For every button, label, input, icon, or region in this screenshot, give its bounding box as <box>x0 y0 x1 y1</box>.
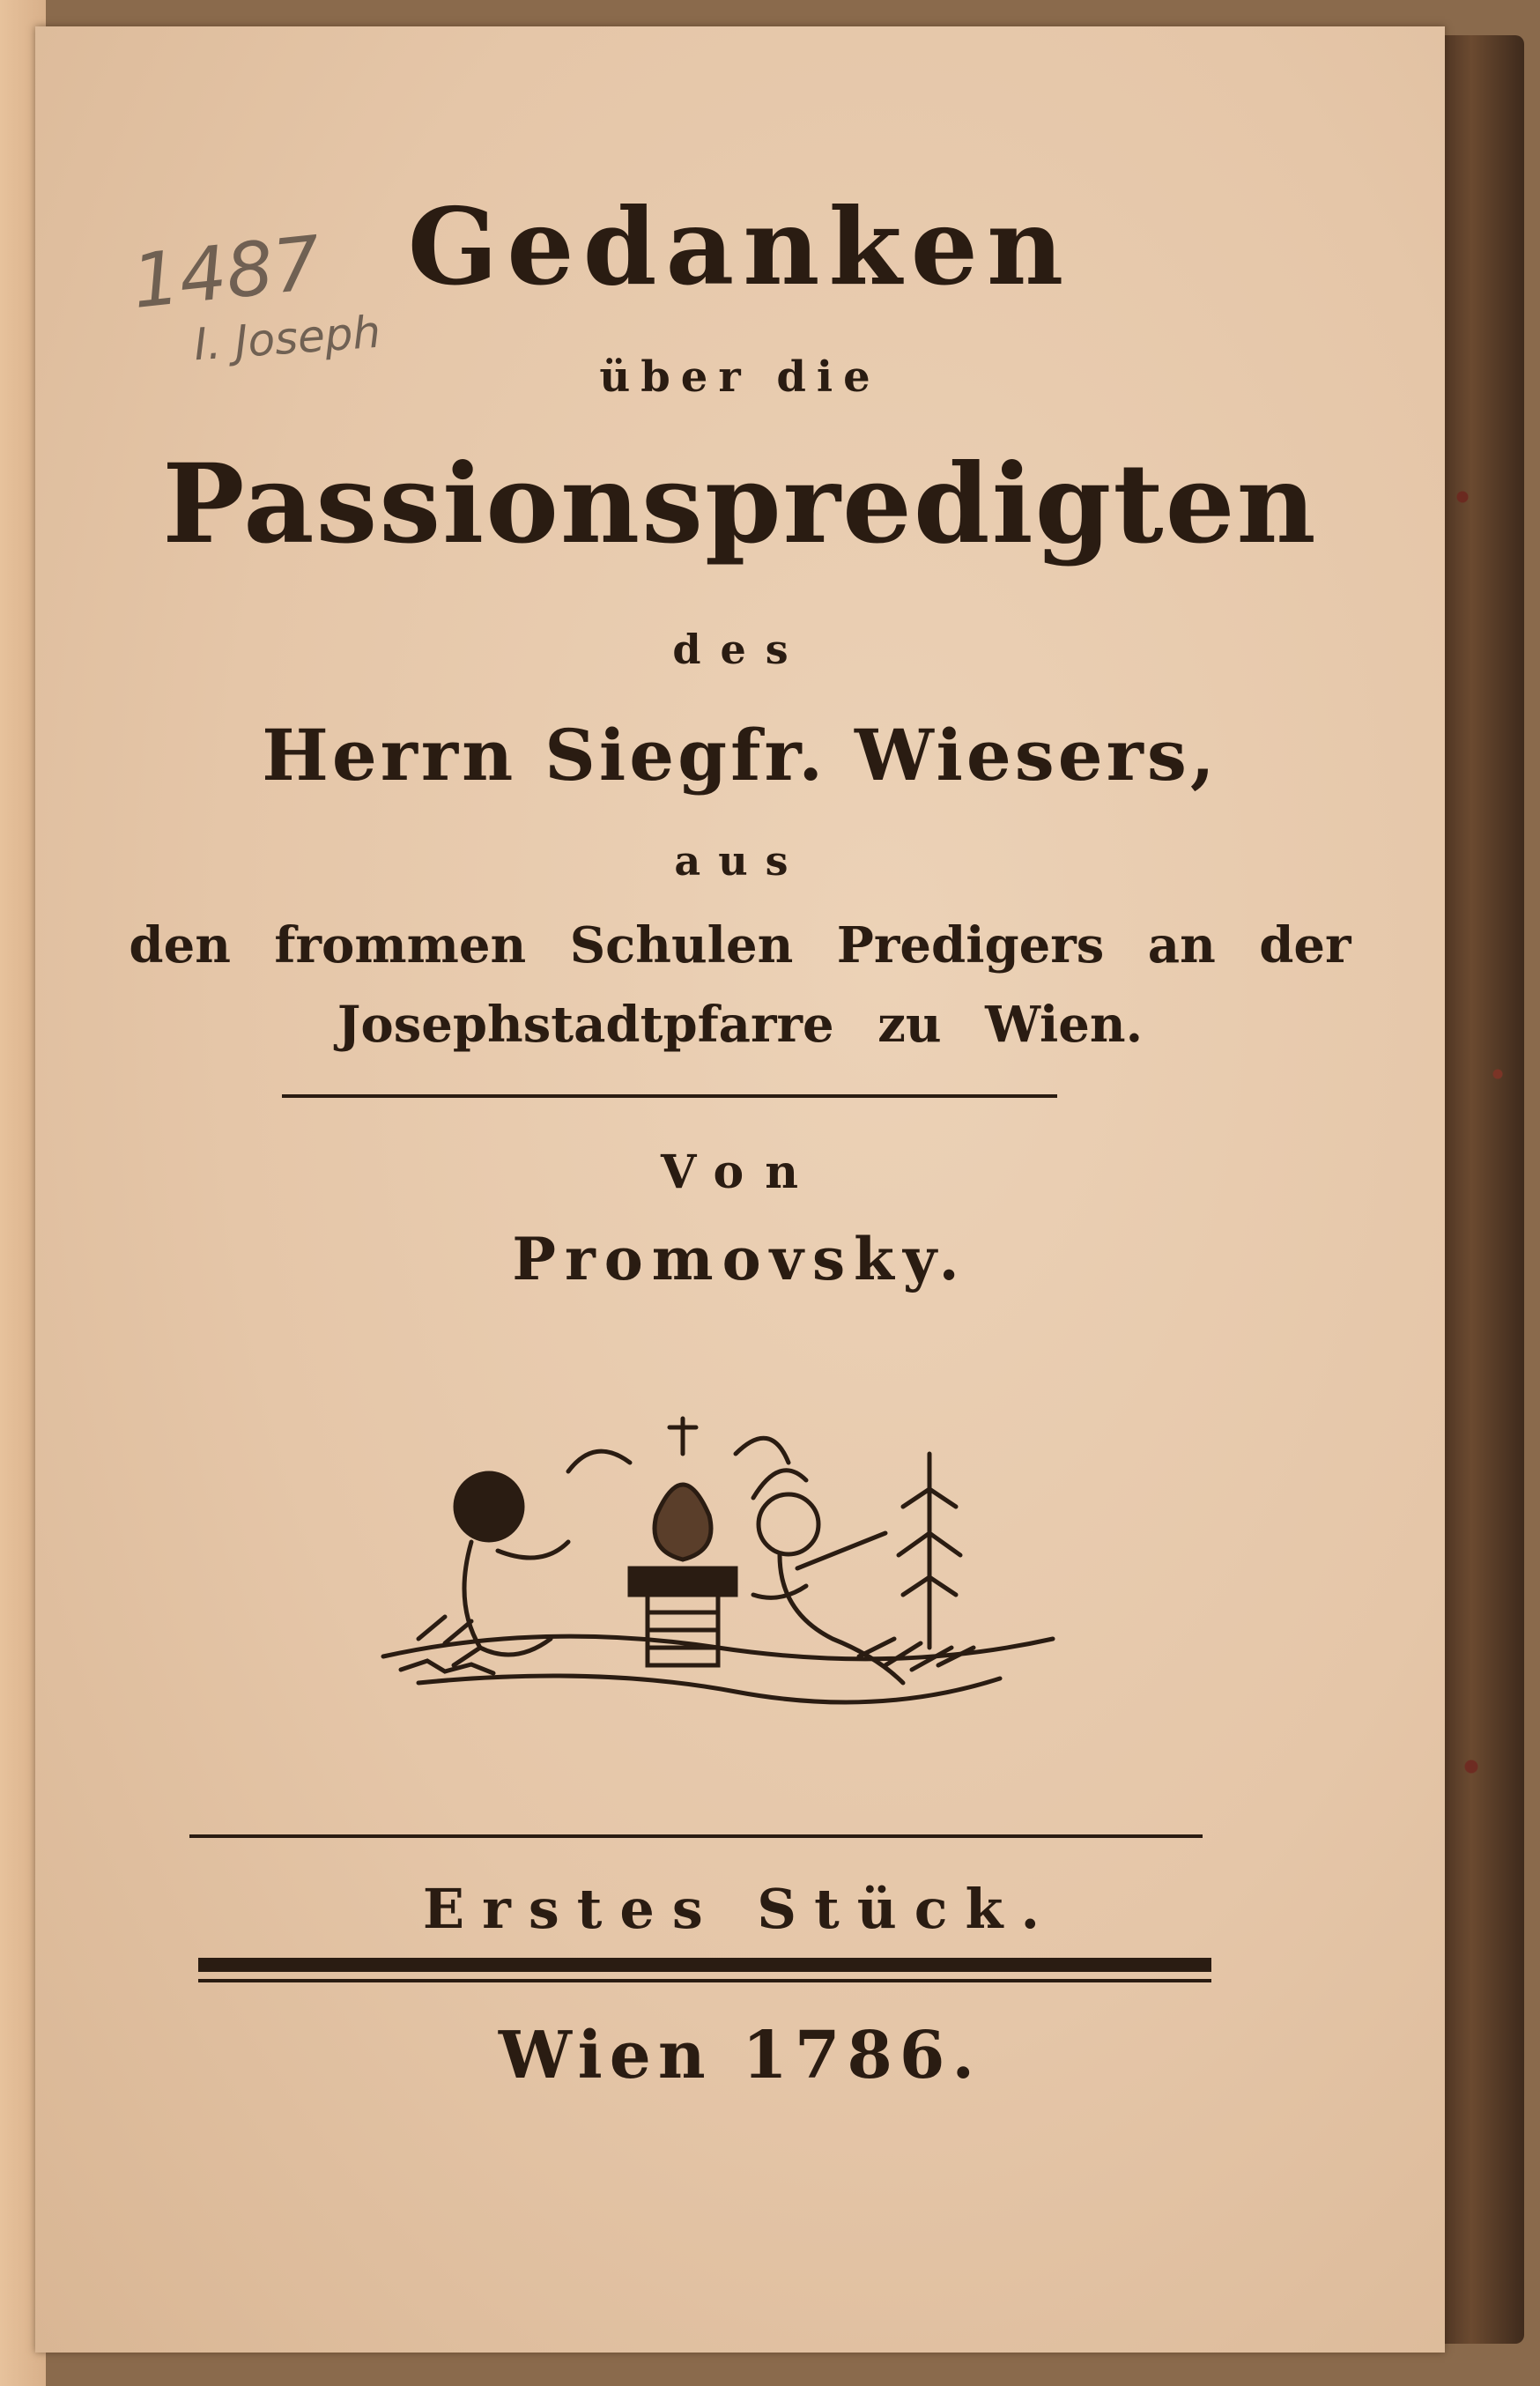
word-aus: aus <box>674 837 806 885</box>
thin-rule <box>198 1979 1211 1982</box>
word-von: Von <box>660 1145 820 1199</box>
shelfmark-number: 1487 <box>128 219 325 325</box>
shelfmark-subtitle: I. Joseph <box>192 306 382 371</box>
main-title: Passionspredigten <box>162 441 1318 568</box>
thick-rule <box>198 1958 1211 1972</box>
divider-rule <box>282 1094 1057 1098</box>
book-title: Gedanken <box>407 185 1073 309</box>
description-line-1: den frommen Schulen Predigers an der <box>129 916 1351 974</box>
part-designation: Erstes Stück. <box>422 1877 1058 1941</box>
woodcut-vignette-image <box>366 1401 1070 1718</box>
top-rule-part <box>189 1834 1203 1838</box>
person-name: Herrn Siegfr. Wiesers, <box>262 714 1218 797</box>
article-des: des <box>672 626 808 673</box>
book-binding <box>1436 35 1524 2344</box>
author-name: Promovsky. <box>512 1225 968 1293</box>
title-page <box>35 26 1445 2353</box>
imprint-place-date: Wien 1786. <box>498 2018 982 2093</box>
title-connector: über die <box>599 352 881 402</box>
description-line-2: Josephstadtpfarre zu Wien. <box>337 996 1144 1054</box>
